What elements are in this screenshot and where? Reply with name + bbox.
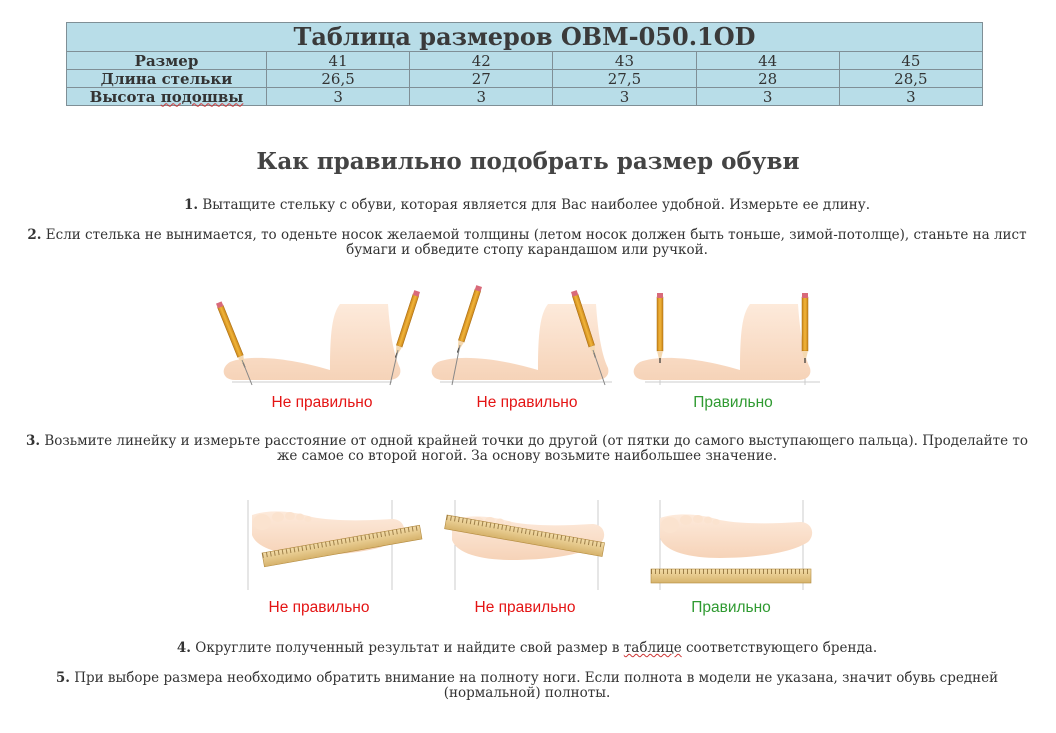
pencil-icon bbox=[802, 293, 808, 363]
pencil-icon bbox=[393, 290, 420, 358]
table-cell: 41 bbox=[267, 52, 410, 70]
trace-figure-1 bbox=[216, 290, 420, 385]
table-cell: 45 bbox=[839, 52, 982, 70]
caption-wrong-3: Не правильно bbox=[268, 599, 370, 616]
pencil-icon bbox=[455, 285, 482, 353]
table-cell: 28,5 bbox=[839, 70, 982, 88]
table-cell: 3 bbox=[267, 88, 410, 106]
step-4-text-post: соответствующего бренда. bbox=[681, 640, 878, 656]
caption-right-2: Правильно bbox=[691, 599, 771, 616]
table-cell: 43 bbox=[553, 52, 696, 70]
table-title: Таблица размеров OBM-050.1OD bbox=[67, 23, 983, 52]
table-cell: 27,5 bbox=[553, 70, 696, 88]
step-3-number: 3. bbox=[25, 433, 41, 449]
row-label-sole-height-pre: Высота bbox=[89, 87, 161, 106]
ruler-figure-2 bbox=[445, 500, 605, 590]
caption-wrong-4: Не правильно bbox=[474, 599, 576, 616]
pencil-icon bbox=[657, 293, 663, 363]
ruler-icon bbox=[651, 569, 811, 583]
step-2-text: Если стелька не вынимается, то оденьте носок желаемой толщины (летом носок должен быть тоньше, зимой-потолще), станьте на лист бумаги и обведите стопу карандашом или ручкой. bbox=[41, 227, 1027, 258]
step-4-text-wavy: таблице bbox=[623, 640, 682, 656]
table-cell: 44 bbox=[696, 52, 839, 70]
table-cell: 28 bbox=[696, 70, 839, 88]
step-1-number: 1. bbox=[183, 197, 199, 213]
ruler-figure-1 bbox=[248, 500, 422, 590]
step-4-number: 4. bbox=[176, 640, 191, 656]
step-5-number: 5. bbox=[55, 670, 70, 686]
table-cell: 27 bbox=[410, 70, 553, 88]
step-3-text: Возьмите линейку и измерьте расстояние от одной крайней точки до другой (от пятки до самого выступающего пальца). Проделайте то же самое со второй ногой. За основу возьмите наибольшее значение. bbox=[40, 433, 1029, 464]
ruler-figure-3 bbox=[651, 500, 812, 590]
trace-figure-3 bbox=[634, 293, 820, 385]
trace-figure-2 bbox=[432, 285, 612, 385]
row-label-size: Размер bbox=[67, 52, 267, 70]
row-label-sole-height-wavy: подошвы bbox=[160, 87, 244, 106]
table-cell: 3 bbox=[696, 88, 839, 106]
table-cell: 3 bbox=[839, 88, 982, 106]
caption-wrong-2: Не правильно bbox=[476, 394, 578, 411]
step-2-number: 2. bbox=[27, 227, 42, 243]
table-cell: 3 bbox=[553, 88, 696, 106]
pencil-icon bbox=[216, 301, 248, 368]
step-4-text-pre: Округлите полученный результат и найдите свой размер в bbox=[190, 640, 624, 656]
caption-right-1: Правильно bbox=[693, 394, 773, 411]
caption-wrong-1: Не правильно bbox=[271, 394, 373, 411]
step-5-text: При выборе размера необходимо обратить внимание на полноту ноги. Если полнота в модели не указана, значит обувь средней (нормальной) полноты. bbox=[69, 670, 999, 701]
page-heading: Как правильно подобрать размер обуви bbox=[256, 148, 800, 175]
table-cell: 42 bbox=[410, 52, 553, 70]
table-cell: 3 bbox=[410, 88, 553, 106]
step-1-text: Вытащите стельку с обуви, которая является для Вас наиболее удобной. Измерьте ее длину. bbox=[198, 197, 871, 213]
table-cell: 26,5 bbox=[267, 70, 410, 88]
row-label-insole-length: Длина стельки bbox=[67, 70, 267, 88]
